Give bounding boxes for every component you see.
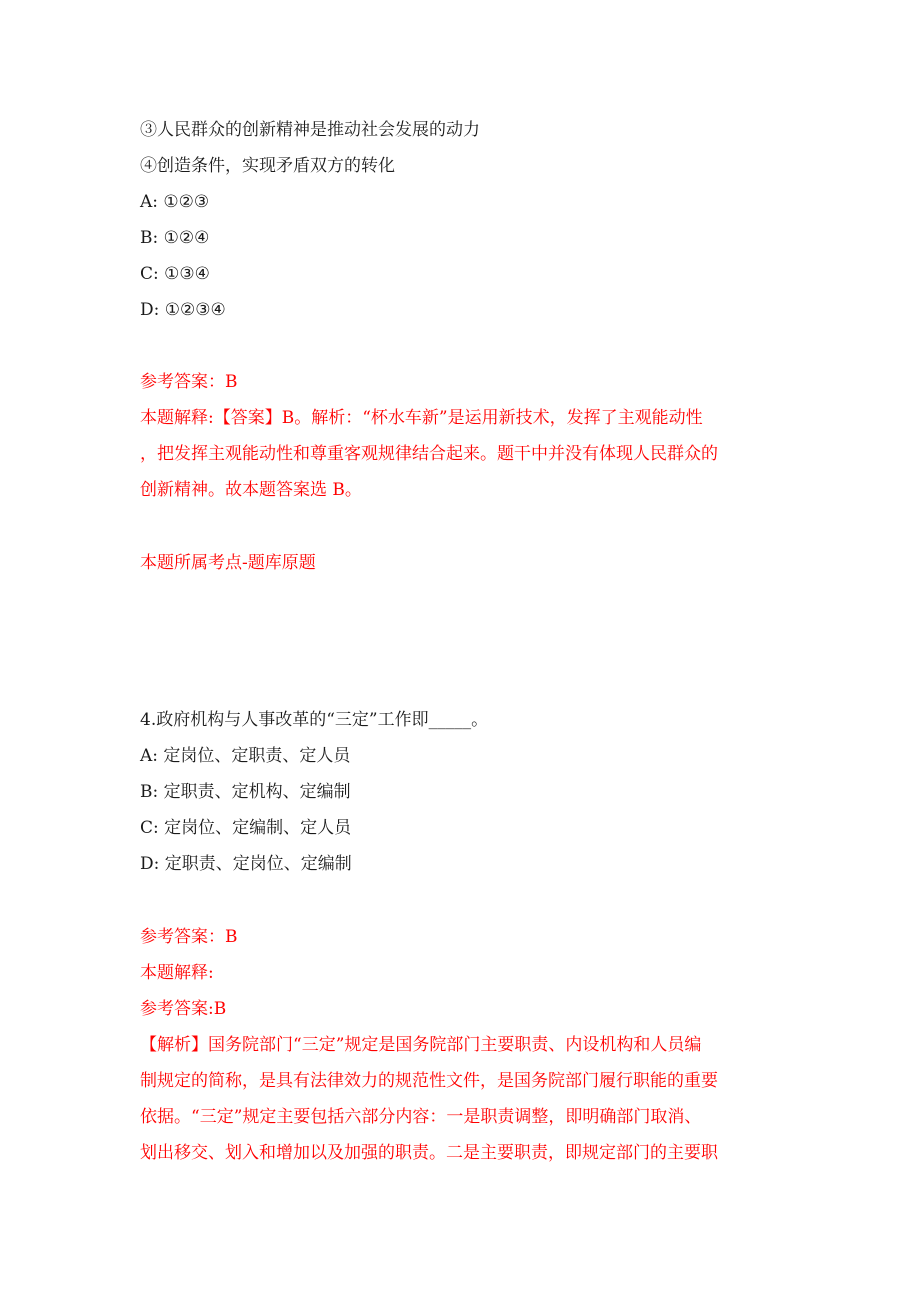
q4-explanation-label: 本题解释:	[140, 963, 214, 983]
q3-statement-4: ④创造条件，实现矛盾双方的转化	[140, 156, 395, 176]
q3-option-a: A: ①②③	[140, 192, 210, 212]
q4-option-a: A: 定岗位、定职责、定人员	[140, 746, 351, 766]
q3-option-c: C: ①③④	[140, 264, 210, 284]
q4-analysis-line-3: 依据。“三定”规定主要包括六部分内容：一是职责调整，即明确部门取消、	[140, 1107, 702, 1127]
q4-answer: 参考答案：B	[140, 927, 238, 947]
q4-analysis-line-1: 【解析】国务院部门“三定”规定是国务院部门主要职责、内设机构和人员编	[140, 1035, 702, 1055]
q4-option-d: D: 定职责、定岗位、定编制	[140, 854, 352, 874]
q4-answer-repeat: 参考答案:B	[140, 999, 227, 1019]
q3-explanation-line-2: ，把发挥主观能动性和尊重客观规律结合起来。题干中并没有体现人民群众的	[140, 444, 718, 464]
q4-question: 4.政府机构与人事改革的“三定”工作即_____。	[140, 710, 489, 730]
q4-option-c: C: 定岗位、定编制、定人员	[140, 818, 352, 838]
q3-answer: 参考答案：B	[140, 372, 238, 392]
q3-explanation-line-1: 本题解释:【答案】B。解析：“杯水车新”是运用新技术，发挥了主观能动性	[140, 408, 703, 428]
q4-option-b: B: 定职责、定机构、定编制	[140, 782, 351, 802]
q4-analysis-line-2: 制规定的简称，是具有法律效力的规范性文件，是国务院部门履行职能的重要	[140, 1071, 718, 1091]
q3-source: 本题所属考点-题库原题	[140, 553, 316, 573]
q3-statement-3: ③人民群众的创新精神是推动社会发展的动力	[140, 120, 480, 140]
q3-option-b: B: ①②④	[140, 228, 210, 248]
q4-analysis-line-4: 划出移交、划入和增加以及加强的职责。二是主要职责，即规定部门的主要职	[140, 1143, 718, 1163]
q3-option-d: D: ①②③④	[140, 300, 226, 320]
q3-explanation-line-3: 创新精神。故本题答案选 B。	[140, 480, 362, 500]
